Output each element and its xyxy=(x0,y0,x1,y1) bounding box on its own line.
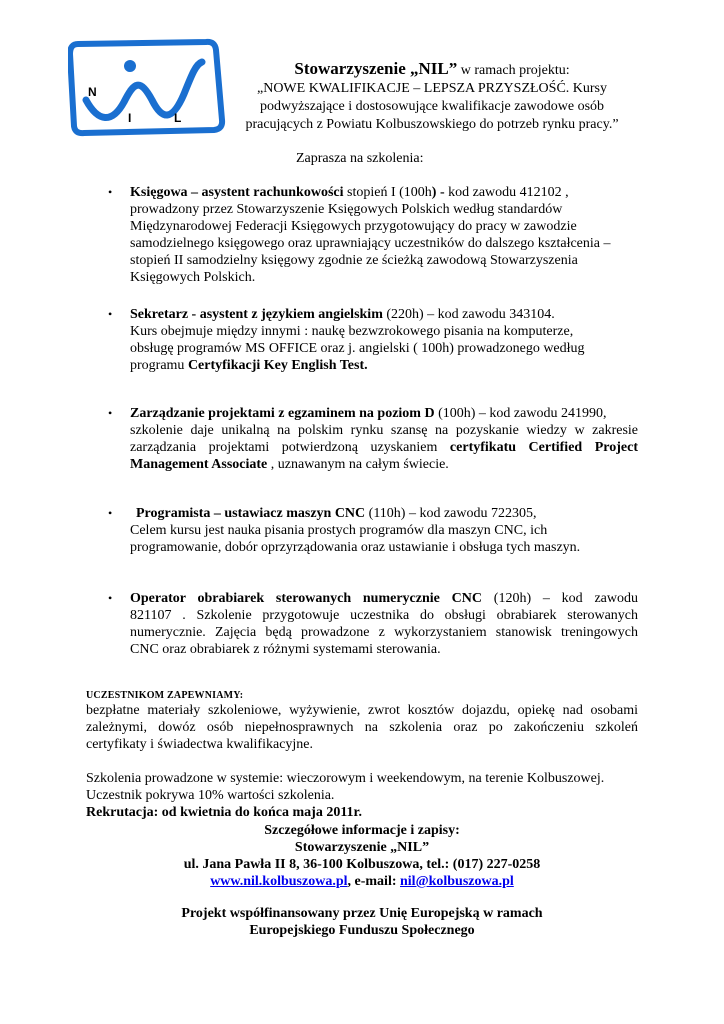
course-detail: (100h) – kod zawodu 241990, xyxy=(434,406,607,421)
course-line: obsługę programów MS OFFICE oraz j. angielski ( 100h) prowadzonego według xyxy=(130,341,585,356)
course-line: samodzielnego księgowego oraz uprawniający uczestników do dalszego kształcenia – xyxy=(130,236,611,251)
course-title: Sekretarz - asystent z językiem angielskim xyxy=(130,307,383,322)
course-line: stopień II samodzielny księgowy zgodnie ze ścieżką zawodową Stowarzyszenia xyxy=(130,253,578,268)
course-title: Programista – ustawiacz maszyn CNC xyxy=(136,506,366,521)
course-line: Kurs obejmuje między innymi : naukę bezwzrokowego pisania na komputerze, xyxy=(130,324,574,339)
provisions-text xyxy=(86,702,638,753)
course-line: programowanie, dobór oprzyrządowania oraz ustawianie i obsługa tych maszyn. xyxy=(130,540,581,555)
course-line: 821107 . Szkolenie przygotowuje uczestnika do obsługi obrabiarek sterowanych xyxy=(130,608,638,623)
nil-logo xyxy=(68,38,226,138)
project-header xyxy=(232,60,632,134)
course-project-management xyxy=(108,405,638,473)
course-code: kod zawodu 412102 , xyxy=(448,185,569,200)
course-line-prefix: zarządzania projektami potwierdzoną uzyskaniem xyxy=(130,440,450,455)
course-cnc-programmer xyxy=(108,505,638,556)
course-line: prowadzony przez Stowarzyszenie Księgowych Polskich według standardów xyxy=(130,202,563,217)
invite-text: Zaprasza na szkolenia: xyxy=(296,151,424,166)
provisions-heading: UCZESTNIKOM ZAPEWNIAMY: xyxy=(86,690,244,701)
org-suffix: w ramach projektu: xyxy=(457,63,570,78)
course-title: Operator obrabiarek sterowanych numerycznie CNC xyxy=(130,591,482,606)
bullet: • xyxy=(108,506,113,520)
contact-address: ul. Jana Pawła II 8, 36-100 Kolbuszowa, tel.: (017) 227-0258 xyxy=(183,857,541,872)
course-certification: certyfikatu Certified Project xyxy=(449,440,638,455)
bullet: • xyxy=(108,591,113,605)
course-detail-bold: ) - xyxy=(431,185,449,200)
header-line-2: „NOWE KWALIFIKACJE – LEPSZA PRZYSZŁOŚĆ. Kursy xyxy=(257,81,607,96)
course-line-prefix: programu xyxy=(130,358,188,373)
funding-line-1: Projekt współfinansowany przez Unię Europejską w ramach xyxy=(181,906,543,921)
recruitment-line: Rekrutacja: od kwietnia do końca maja 2011r. xyxy=(86,805,362,820)
provisions-line: zależnymi, dowóz osób niepełnosprawnych na szkolenia oraz po zakończeniu szkoleń xyxy=(86,720,638,735)
course-title: Księgowa – asystent rachunkowości xyxy=(130,185,344,200)
bullet: • xyxy=(108,406,113,420)
contact-block xyxy=(86,822,638,890)
course-secretary xyxy=(108,306,638,374)
contact-org: Stowarzyszenie „NIL” xyxy=(294,840,430,855)
course-certification: Certyfikacji Key English Test. xyxy=(187,358,368,373)
course-detail: (220h) – kod zawodu 343104. xyxy=(382,307,555,322)
logo-letter-l: L xyxy=(174,111,182,125)
contact-heading: Szczegółowe informacje i zapisy: xyxy=(264,823,460,838)
logo-letter-n: N xyxy=(88,85,97,99)
email-link[interactable]: nil@kolbuszowa.pl xyxy=(400,874,514,889)
course-line: szkolenie daje unikalną na polskim rynku szansę na pozyskanie wiedzy w zakresie xyxy=(130,423,638,438)
course-line-suffix: , uznawanym na całym świecie. xyxy=(267,457,449,472)
website-link[interactable]: www.nil.kolbuszowa.pl xyxy=(210,874,348,889)
course-detail: stopień I (100h xyxy=(343,185,432,200)
course-certification-cont: Management Associate xyxy=(130,457,268,472)
email-label: , e-mail: xyxy=(347,874,400,889)
course-line: Międzynarodowej Federacji Księgowych przygotowujący do pracy w zawodzie xyxy=(130,219,577,234)
header-line-4: pracujących z Powiatu Kolbuszowskiego do potrzeb rynku pracy.” xyxy=(245,117,619,132)
logo-letter-i: I xyxy=(128,111,132,125)
course-cnc-operator xyxy=(108,590,638,658)
bullet: • xyxy=(108,185,113,199)
system-line: Szkolenia prowadzone w systemie: wieczorowym i weekendowym, na terenie Kolbuszowej. xyxy=(86,771,605,786)
course-detail: (110h) – kod zawodu 722305, xyxy=(365,506,537,521)
course-line: Celem kursu jest nauka pisania prostych programów dla maszyn CNC, ich xyxy=(130,523,548,538)
course-line: Księgowych Polskich. xyxy=(130,270,256,285)
course-line: CNC oraz obrabiarek z różnymi systemami sterowania. xyxy=(130,642,441,657)
course-line: numerycznie. Zajęcia będą prowadzone z wykorzystaniem stanowisk treningowych xyxy=(130,625,638,640)
system-info xyxy=(86,770,638,821)
course-accountant xyxy=(108,184,638,286)
header-line-3: podwyższające i dostosowujące kwalifikacje zawodowe osób xyxy=(259,99,605,114)
fee-line: Uczestnik pokrywa 10% wartości szkolenia. xyxy=(86,788,335,803)
org-name: Stowarzyszenie „NIL” xyxy=(294,59,458,78)
funding-line-2: Europejskiego Funduszu Społecznego xyxy=(249,923,475,938)
funding-footer xyxy=(86,905,638,939)
provisions-line: certyfikaty i świadectwa kwalifikacyjne. xyxy=(86,737,314,752)
nil-logo-graphic xyxy=(68,38,226,138)
bullet: • xyxy=(108,307,113,321)
course-detail: (120h) – kod zawodu xyxy=(482,591,638,606)
provisions-line: bezpłatne materiały szkoleniowe, wyżywienie, zwrot kosztów dojazdu, opiekę nad osobami xyxy=(86,703,638,718)
course-title: Zarządzanie projektami z egzaminem na poziom D xyxy=(130,406,435,421)
